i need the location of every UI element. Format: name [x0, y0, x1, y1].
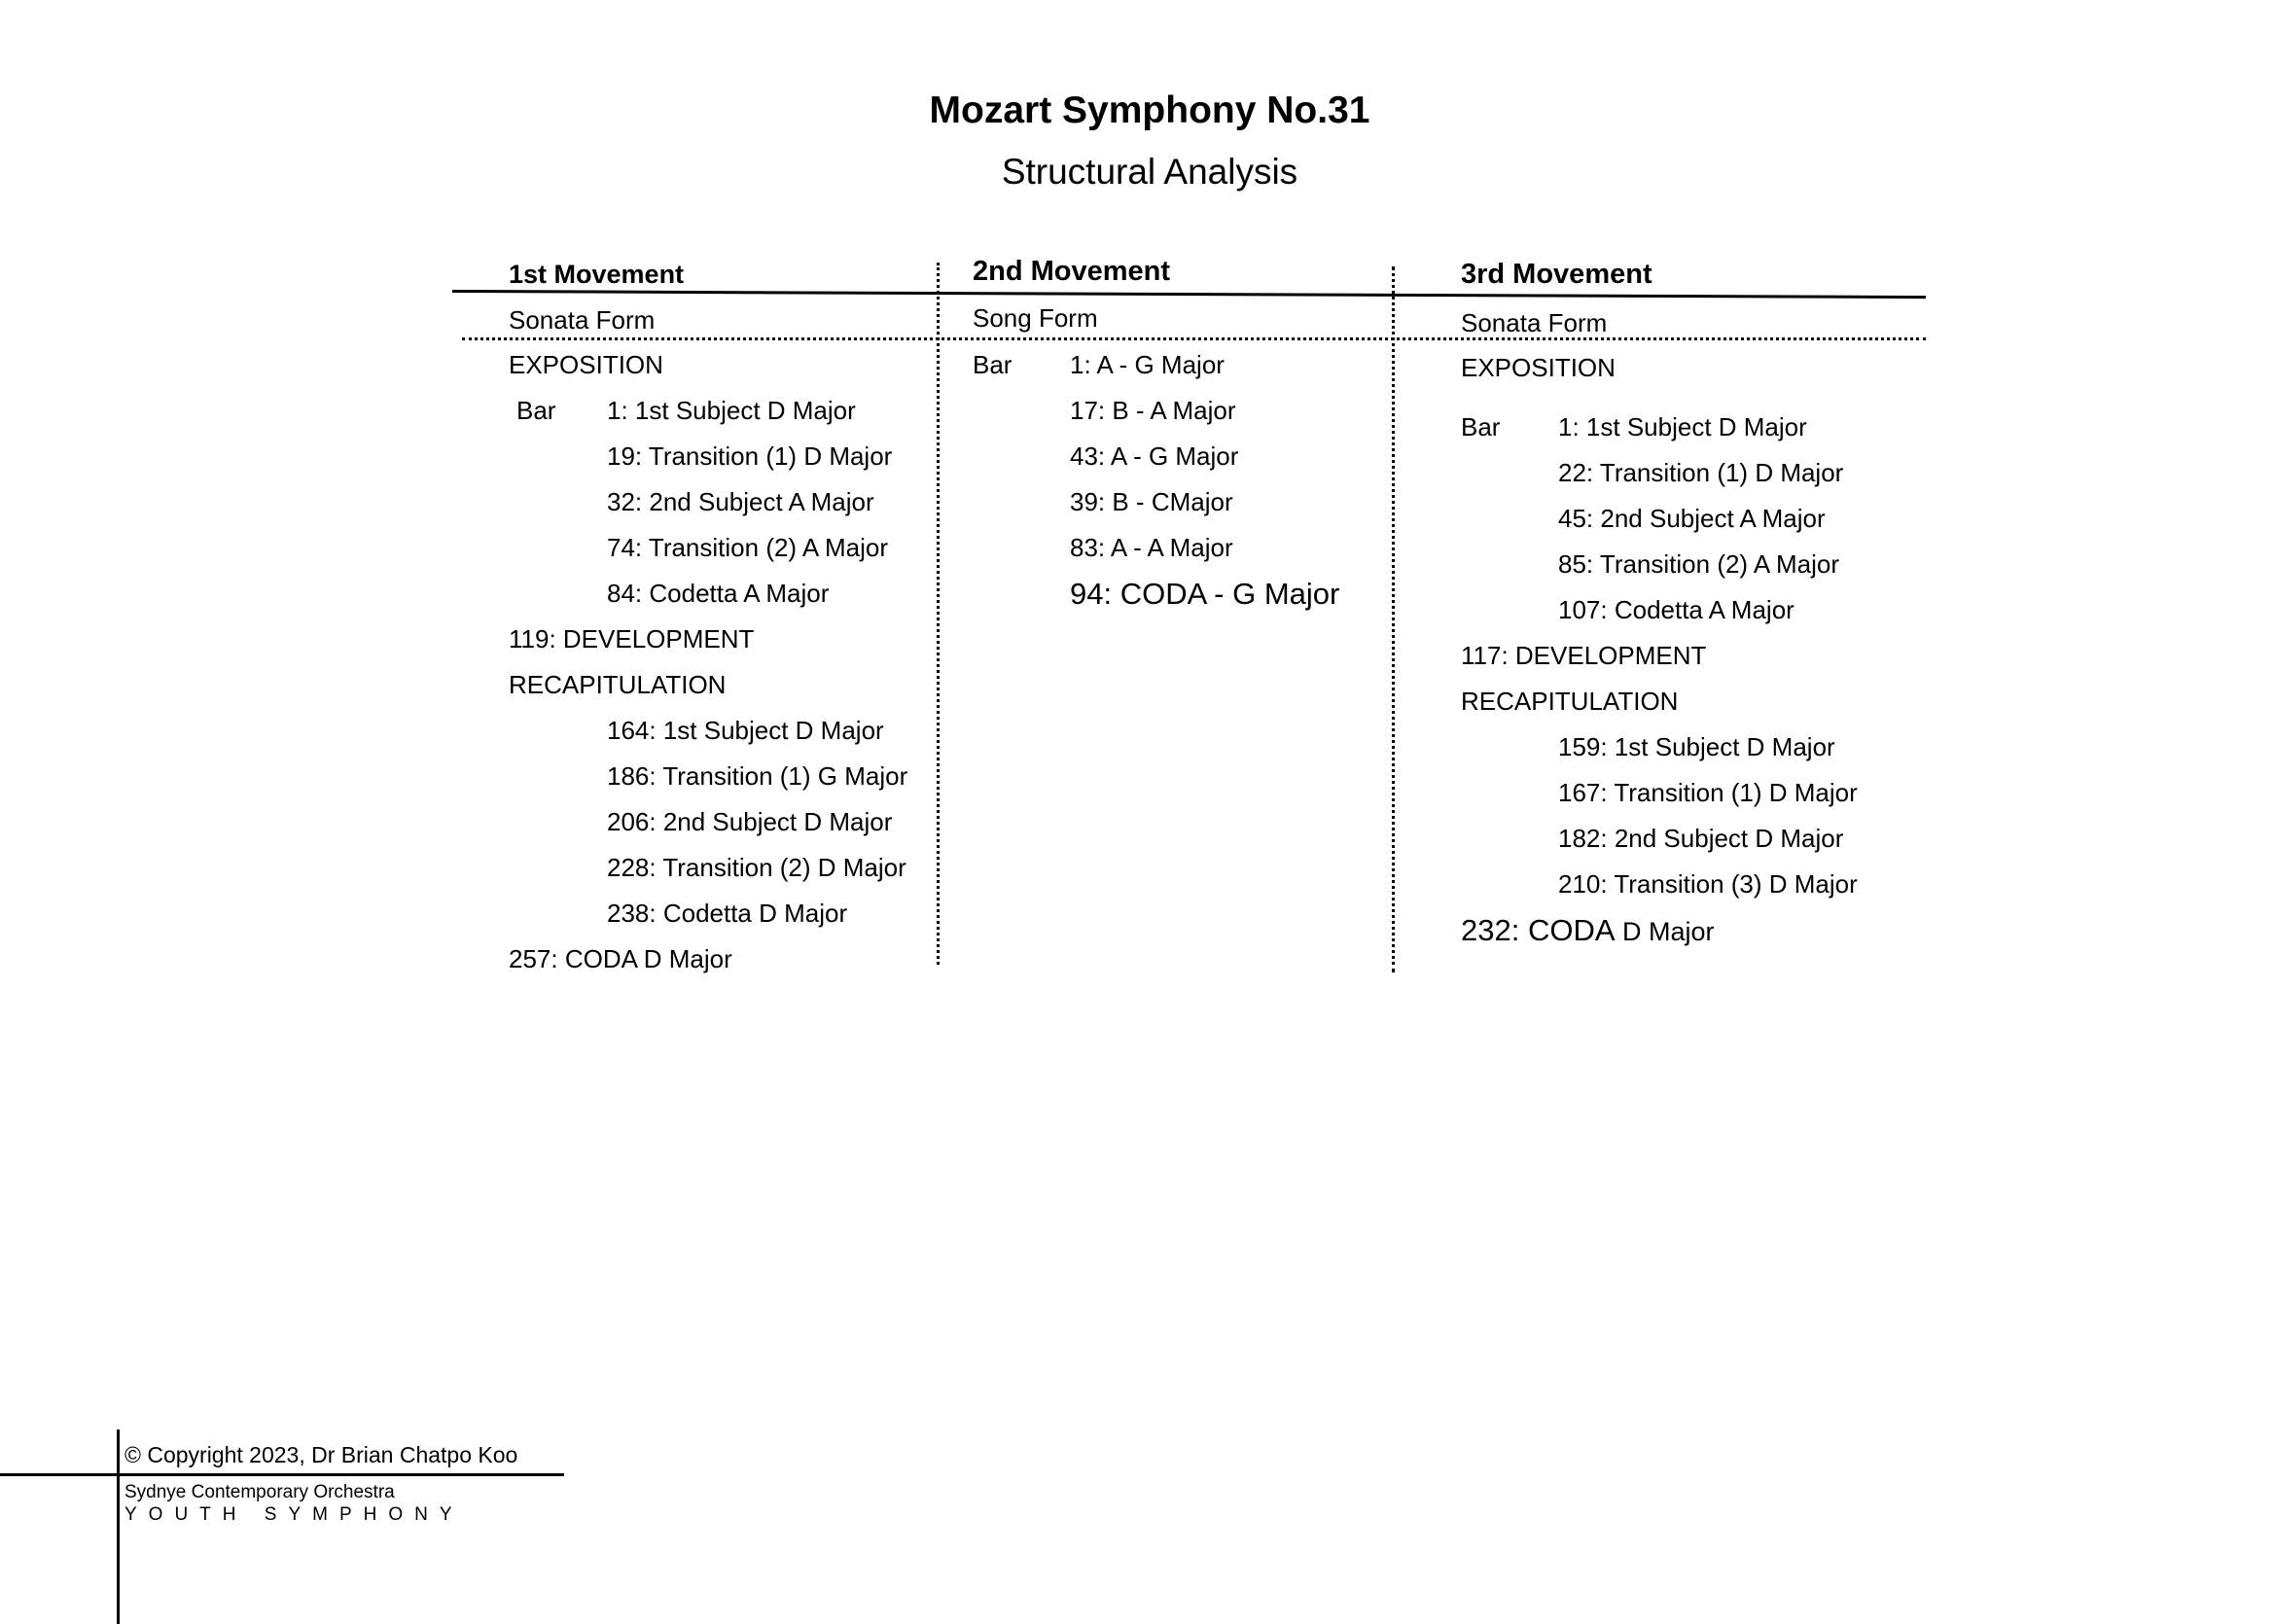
movement-1-development: 119: DEVELOPMENT	[509, 624, 755, 653]
movement-2-form: Song Form	[973, 303, 1098, 333]
list-item: 238: Codetta D Major	[607, 899, 848, 928]
list-item: 43: A - G Major	[1070, 441, 1239, 471]
column-divider-2	[1392, 266, 1395, 972]
movement-3-bar-label: Bar	[1461, 412, 1501, 441]
movement-1-coda: 257: CODA D Major	[509, 944, 732, 973]
movement-2-bar-label: Bar	[973, 350, 1013, 379]
list-item: 107: Codetta A Major	[1558, 595, 1794, 624]
page-subtitle: Structural Analysis	[1001, 152, 1298, 192]
movement-1-exposition-label: EXPOSITION	[509, 350, 663, 379]
footer-vertical-rule	[117, 1430, 120, 1624]
movement-1-heading: 1st Movement	[509, 260, 685, 289]
movement-3-form: Sonata Form	[1461, 308, 1608, 337]
footer-horizontal-rule	[0, 1473, 564, 1476]
list-item: 182: 2nd Subject D Major	[1558, 824, 1844, 853]
list-item: 19: Transition (1) D Major	[607, 441, 893, 471]
list-item: 167: Transition (1) D Major	[1558, 778, 1858, 807]
list-item: 1: 1st Subject D Major	[607, 396, 856, 425]
list-item: 159: 1st Subject D Major	[1558, 732, 1835, 761]
list-item: 210: Transition (3) D Major	[1558, 869, 1858, 899]
movement-1-form: Sonata Form	[509, 305, 656, 335]
movement-3-coda-bar: 232: CODA	[1461, 913, 1616, 947]
list-item: 83: A - A Major	[1070, 533, 1233, 562]
list-item: 45: 2nd Subject A Major	[1558, 504, 1826, 533]
form-rule	[462, 337, 1926, 340]
list-item: 1: 1st Subject D Major	[1558, 412, 1807, 441]
movement-1-bar-label: Bar	[516, 396, 556, 425]
movement-3-coda-key: D Major	[1615, 917, 1715, 946]
movement-3-recap-label: RECAPITULATION	[1461, 687, 1679, 716]
movement-1-recap-label: RECAPITULATION	[509, 670, 727, 699]
movement-3-development: 117: DEVELOPMENT	[1461, 641, 1707, 670]
movement-3-heading: 3rd Movement	[1461, 259, 1652, 290]
list-item: 39: B - CMajor	[1070, 487, 1233, 516]
list-item: 74: Transition (2) A Major	[607, 533, 889, 562]
movement-3-exposition-label: EXPOSITION	[1461, 353, 1616, 382]
movement-3-coda	[1461, 915, 1715, 945]
list-item: 164: 1st Subject D Major	[607, 716, 884, 745]
list-item: 206: 2nd Subject D Major	[607, 807, 893, 836]
list-item: 84: Codetta A Major	[607, 579, 830, 608]
movement-2-heading: 2nd Movement	[973, 256, 1171, 287]
list-item: 228: Transition (2) D Major	[607, 853, 906, 882]
list-item: 32: 2nd Subject A Major	[607, 487, 874, 516]
list-item: 85: Transition (2) A Major	[1558, 549, 1840, 579]
list-item: 22: Transition (1) D Major	[1558, 458, 1844, 487]
list-item: 17: B - A Major	[1070, 396, 1236, 425]
organization-name: Sydnye Contemporary Orchestra	[124, 1482, 395, 1502]
column-divider-1	[937, 263, 940, 965]
page-title: Mozart Symphony No.31	[929, 89, 1370, 131]
list-item: 186: Transition (1) G Major	[607, 761, 908, 791]
ensemble-name: YOUTH SYMPHONY	[124, 1504, 464, 1525]
list-item: 1: A - G Major	[1070, 350, 1225, 379]
movement-2-coda: 94: CODA - G Major	[1070, 577, 1340, 611]
copyright-text: © Copyright 2023, Dr Brian Chatpo Koo	[124, 1442, 518, 1467]
header-rule	[452, 290, 1926, 299]
